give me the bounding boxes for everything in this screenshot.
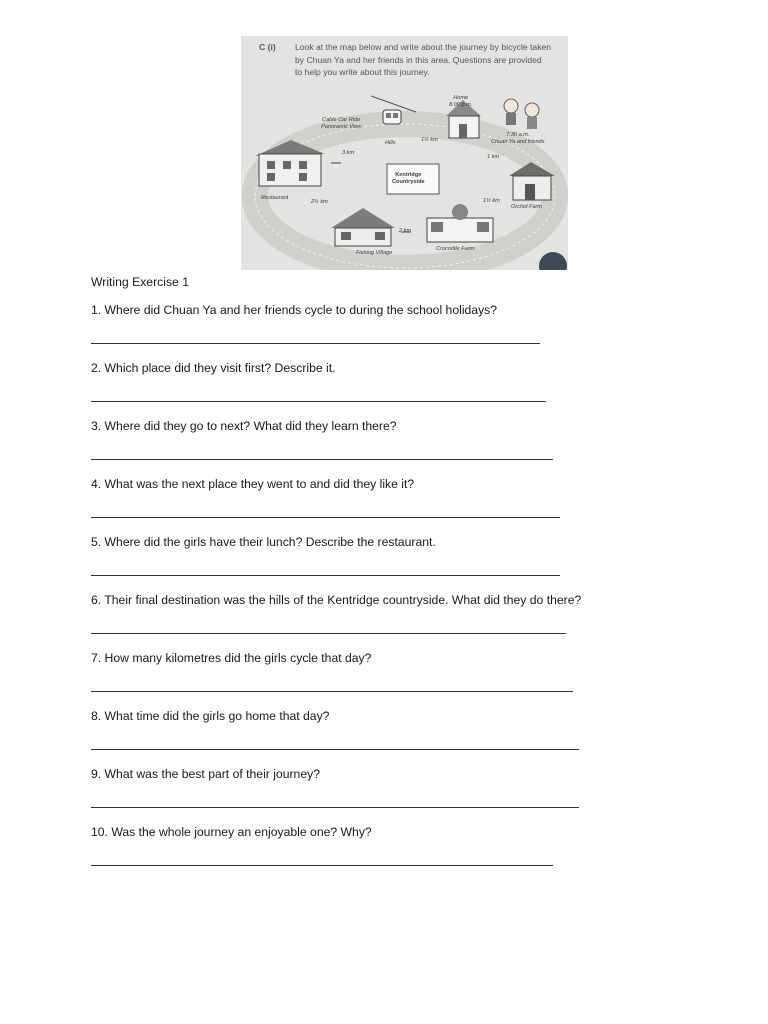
question-item: [91, 360, 711, 402]
textbook-photo: [241, 36, 568, 270]
answer-line[interactable]: [91, 575, 560, 576]
distance-orchid-crocodile: 1½ km: [483, 198, 500, 204]
distance-hills-home: 1½ km: [421, 137, 438, 143]
question-item: [91, 766, 711, 808]
question-item: [91, 534, 711, 576]
map-label-start: 7.30 a.m. Chuan Ya and friends: [491, 132, 545, 145]
question-item: [91, 650, 711, 692]
distance-fishing-restaurant: 2½ km: [311, 199, 328, 205]
question-text: 6. Their final destination was the hills of the Kentridge countryside. What did they do there?: [91, 593, 582, 607]
map-label-orchid-farm: Orchid Farm: [511, 204, 543, 210]
question-item: [91, 418, 711, 460]
worksheet-title: Writing Exercise 1: [91, 275, 189, 289]
instruction-line-1: Look at the map below and write about the journey by bicycle taken: [295, 42, 552, 52]
corner-shadow: [539, 252, 567, 270]
map-label-crocodile-farm: Crocodile Farm: [436, 246, 475, 252]
question-text: 7. How many kilometres did the girls cycle that day?: [91, 651, 372, 665]
question-text: 9. What was the best part of their journey?: [91, 767, 320, 781]
fishing-village-icon: [331, 208, 395, 246]
answer-line[interactable]: [91, 343, 540, 344]
distance-home-orchid: 1 km: [487, 154, 500, 160]
question-text: 2. Which place did they visit first? Describe it.: [91, 361, 336, 375]
distance-crocodile-fishing: 2 km: [399, 228, 412, 234]
question-item: [91, 476, 711, 518]
question-text: 8. What time did the girls go home that day?: [91, 709, 330, 723]
answer-line[interactable]: [91, 749, 579, 750]
question-item: [91, 592, 711, 634]
map-label-hills: Hills: [385, 140, 396, 146]
question-item: [91, 824, 711, 866]
worksheet: [91, 274, 711, 882]
map-label-home: Home 8.00 p.m.: [449, 95, 473, 108]
answer-line[interactable]: [91, 691, 573, 692]
crocodile-farm-icon: [427, 204, 493, 242]
question-text: 5. Where did the girls have their lunch? Describe the restaurant.: [91, 535, 436, 549]
question-text: 1. Where did Chuan Ya and her friends cycle to during the school holidays?: [91, 303, 498, 317]
distance-restaurant-cable: 3 km: [342, 150, 355, 156]
question-item: [91, 708, 711, 750]
question-item: [91, 302, 711, 344]
question-text: 10. Was the whole journey an enjoyable one? Why?: [91, 825, 372, 839]
answer-line[interactable]: [91, 807, 579, 808]
question-list: [91, 302, 711, 866]
map-centre-label: Kentridge Countryside: [392, 172, 425, 185]
map-label-restaurant: Restaurant: [261, 195, 289, 201]
answer-line[interactable]: [91, 459, 553, 460]
map-label-cable-car: Cable Car Ride Panoramic View: [321, 117, 362, 130]
instruction-line-3: to help you write about this journey.: [295, 67, 430, 77]
answer-line[interactable]: [91, 401, 546, 402]
answer-line[interactable]: [91, 865, 553, 866]
question-text: 4. What was the next place they went to and did they like it?: [91, 477, 415, 491]
exercise-label: C (i): [259, 42, 276, 52]
answer-line[interactable]: [91, 633, 566, 634]
girls-icon: [504, 99, 539, 129]
answer-line[interactable]: [91, 517, 560, 518]
journey-map: [241, 36, 568, 270]
instruction-line-2: by Chuan Ya and her friends in this area. Questions are provided: [295, 54, 542, 65]
map-label-fishing-village: Fishing Village: [356, 250, 393, 256]
question-text: 3. Where did they go to next? What did they learn there?: [91, 419, 397, 433]
